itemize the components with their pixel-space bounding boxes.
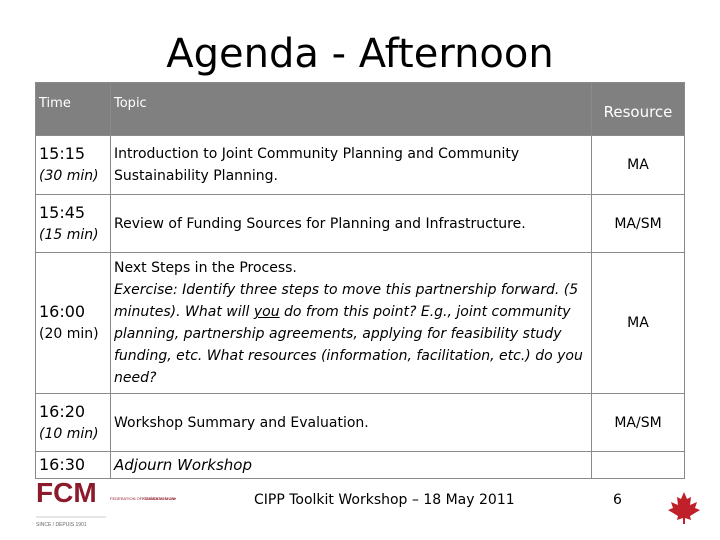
fcm-logo-french: FÉDÉRATION CA xyxy=(142,496,175,501)
table-row xyxy=(36,136,685,195)
time-cell xyxy=(36,136,111,195)
fcm-logo xyxy=(36,478,176,534)
table-row xyxy=(36,394,685,452)
slide-title: Agenda - Afternoon xyxy=(166,31,554,77)
duration-value: (15 min) xyxy=(39,226,99,243)
page-number: 6 xyxy=(613,492,622,508)
resource-cell: MA xyxy=(592,136,685,195)
header-time: Time xyxy=(36,83,111,136)
agenda-table xyxy=(35,82,685,479)
time-value: 16:20 xyxy=(39,401,86,421)
table-row xyxy=(36,452,685,479)
header-resource: Resource xyxy=(592,83,685,136)
topic-cell: Adjourn Workshop xyxy=(111,452,592,479)
duration-value: (30 min) xyxy=(39,168,99,184)
exercise-text xyxy=(114,279,588,389)
time-cell xyxy=(36,253,111,394)
table-row xyxy=(36,253,685,394)
exercise-emphasis: you xyxy=(253,304,280,320)
resource-cell: MA xyxy=(592,253,685,394)
topic-cell: Workshop Summary and Evaluation. xyxy=(111,394,592,452)
fcm-logo-english: FEDERATION OF CANADIAN MUN xyxy=(110,496,175,501)
resource-cell xyxy=(592,452,685,479)
exercise-text-part: do from this point? E.g., joint community planning, partnership agreements, applying for feasibility study funding, etc. What resources (information, facilitation, etc.) do you need? xyxy=(114,304,583,386)
fcm-logo-text: FCM xyxy=(36,478,97,508)
time-cell xyxy=(36,195,111,253)
duration-value: (10 min) xyxy=(39,425,99,442)
duration-value: (20 min) xyxy=(39,326,99,342)
table-row xyxy=(36,195,685,253)
maple-leaf-icon xyxy=(666,490,702,530)
header-topic: Topic xyxy=(111,83,592,136)
topic-intro: Next Steps in the Process. xyxy=(114,260,297,276)
time-value: 16:30 xyxy=(39,455,86,474)
topic-cell: Introduction to Joint Community Planning and Community Sustainability Planning. xyxy=(111,136,592,195)
time-cell xyxy=(36,452,111,479)
fcm-since-text: SINCE / DEPUIS 1901 xyxy=(36,522,87,528)
time-value: 15:45 xyxy=(39,202,86,222)
resource-cell: MA/SM xyxy=(592,195,685,253)
exercise-text-part: Exercise: Identify three steps to move this partnership forward. (5 minutes). What will xyxy=(114,282,579,320)
table-header-row xyxy=(36,83,685,136)
time-cell xyxy=(36,394,111,452)
topic-cell: Review of Funding Sources for Planning and Infrastructure. xyxy=(111,195,592,253)
resource-cell: MA/SM xyxy=(592,394,685,452)
time-value: 15:15 xyxy=(39,144,86,163)
time-value: 16:00 xyxy=(39,302,86,321)
topic-cell xyxy=(111,253,592,394)
workshop-footer: CIPP Toolkit Workshop – 18 May 2011 xyxy=(254,492,515,508)
